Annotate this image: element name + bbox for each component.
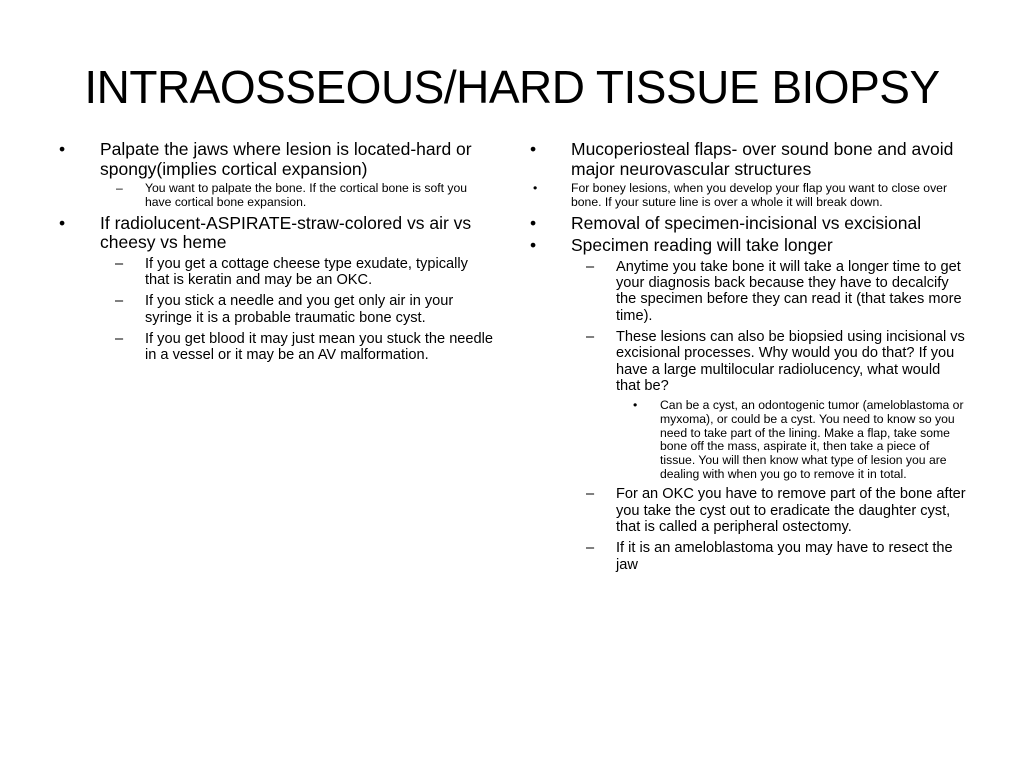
list-item	[527, 182, 967, 209]
dash-icon: –	[115, 255, 124, 272]
list-item	[56, 293, 496, 326]
list-item	[56, 256, 496, 289]
list-item-text: You want to palpate the bone. If the cortical bone is soft you have cortical bone expansion.	[145, 181, 468, 209]
list-item-text: Can be a cyst, an odontogenic tumor (ameloblastoma or myxoma), or could be a cyst. You need to know so you need to take part of the lining. Make a flap, take some bone off the mass, aspirate it, then take a piece of tissue. You will then know what type of lesion you are dealing with when you go to remove it in total.	[660, 398, 964, 481]
list-item-text: If it is an ameloblastoma you may have to resect the jaw	[616, 540, 953, 573]
list-item-text: Mucoperiosteal flaps- over sound bone and avoid major neurovascular structures	[571, 139, 954, 179]
bullet-icon: •	[533, 181, 538, 196]
bullet-icon: •	[530, 235, 537, 256]
list-item	[527, 486, 967, 535]
list-item	[56, 331, 496, 364]
list-item-text: If radiolucent-ASPIRATE-straw-colored vs air vs cheesy vs heme	[100, 212, 472, 253]
bullet-icon: •	[59, 139, 66, 159]
list-item-text: For an OKC you have to remove part of the bone after you take the cyst out to eradicate the daughter cyst, that is called a peripheral ostectomy.	[616, 486, 966, 536]
list-item	[56, 214, 496, 253]
list-item-text: Palpate the jaws where lesion is located-hard or spongy(implies cortical expansion)	[100, 139, 472, 179]
list-item	[527, 236, 967, 256]
list-item-text: For boney lesions, when you develop your flap you want to close over bone. If your suture line is over a whole it will break down.	[571, 181, 947, 209]
list-item	[527, 540, 967, 573]
dash-icon: –	[115, 293, 124, 310]
list-item	[56, 182, 496, 209]
list-item	[527, 329, 967, 394]
bullet-icon: •	[530, 139, 537, 159]
list-item	[527, 399, 967, 481]
list-item-text: These lesions can also be biopsied using incisional vs excisional processes. Why would you do that? If you have a large multilocular radiolucency, what would that be?	[616, 329, 965, 395]
bullet-icon: •	[633, 398, 638, 413]
list-item	[527, 214, 967, 234]
list-item-text: If you stick a needle and you get only air in your syringe it is a probable traumatic bone cyst.	[145, 293, 454, 326]
dash-icon: –	[586, 486, 595, 503]
slide-title: INTRAOSSEOUS/HARD TISSUE BIOPSY	[84, 61, 940, 113]
list-item	[527, 140, 967, 179]
list-item-text: Specimen reading will take longer	[571, 235, 833, 256]
list-item-text: If you get blood it may just mean you stuck the needle in a vessel or it may be an AV malformation.	[145, 331, 494, 364]
dash-icon: –	[586, 540, 595, 557]
right-column	[527, 140, 967, 578]
list-item	[527, 259, 967, 324]
dash-icon: –	[115, 331, 124, 348]
list-item	[56, 140, 496, 179]
list-item-text: Removal of specimen-incisional vs excisional	[571, 212, 922, 233]
list-item-text: Anytime you take bone it will take a longer time to get your diagnosis back because they have to decalcify the specimen before they can read it (that takes more time).	[616, 258, 962, 324]
bullet-icon: •	[59, 212, 66, 233]
dash-icon: –	[116, 181, 123, 196]
bullet-icon: •	[530, 212, 537, 233]
list-item-text: If you get a cottage cheese type exudate, typically that is keratin and may be an OKC.	[145, 255, 468, 289]
left-column	[56, 140, 496, 369]
dash-icon: –	[586, 258, 595, 275]
dash-icon: –	[586, 329, 595, 346]
